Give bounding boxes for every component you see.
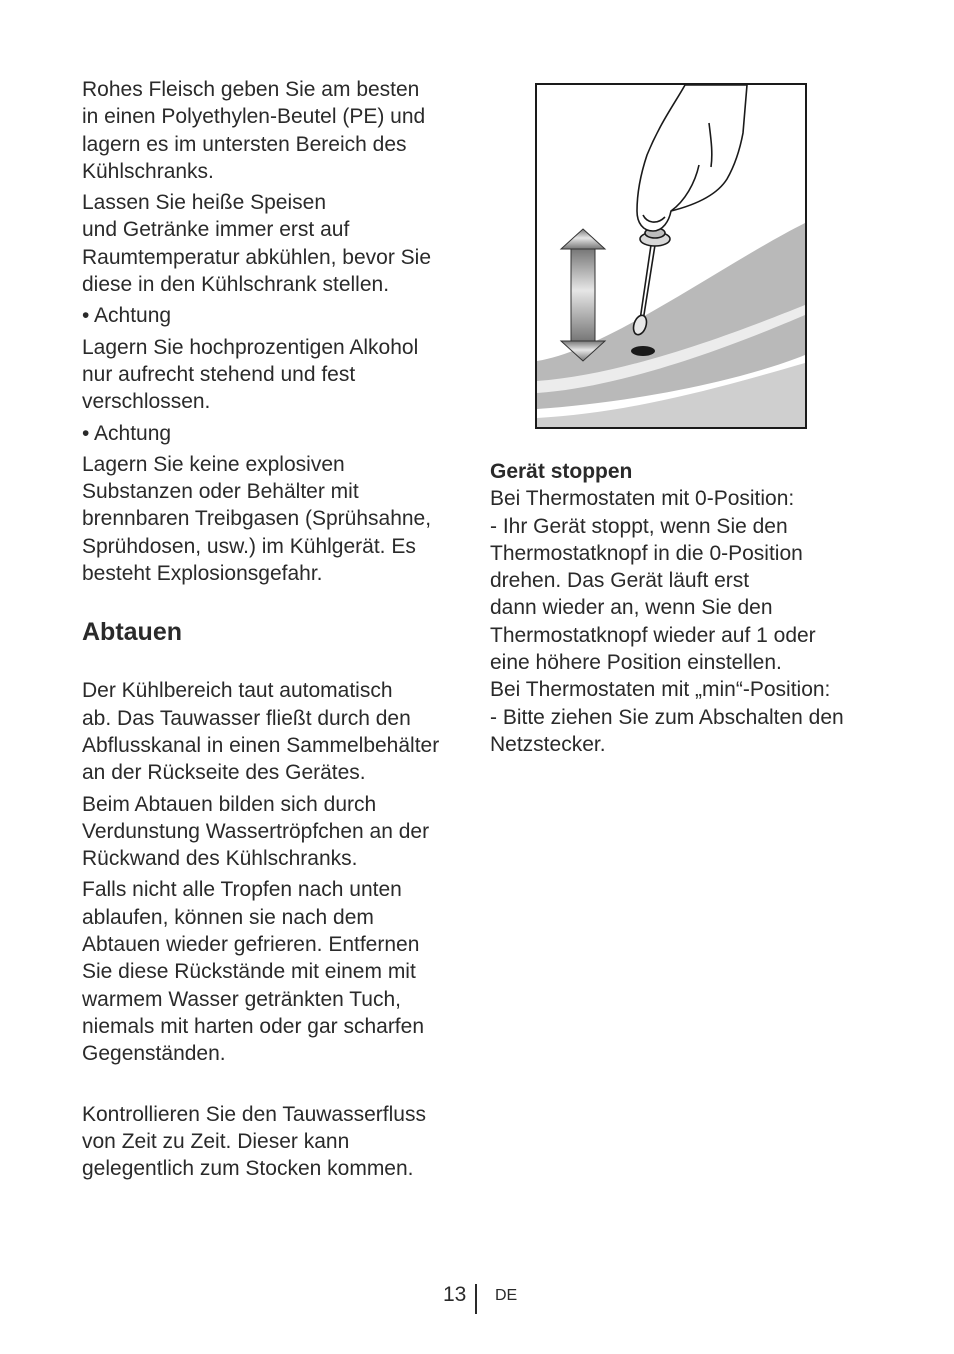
paragraph-explosives: Lagern Sie keine explosiven Substanzen oder Behälter mit brennbaren Treibgasen (Sprühsahne, Sprühdosen, usw.) im Kühlgerät. Es besteht Explosionsgefahr. xyxy=(82,452,432,586)
left-column xyxy=(82,76,460,1182)
footer-divider xyxy=(475,1284,477,1314)
heading-abtauen: Abtauen xyxy=(82,618,182,647)
page-number: 13 xyxy=(443,1283,467,1306)
drain-cleaning-illustration xyxy=(535,83,807,429)
paragraph-raw-meat: Rohes Fleisch geben Sie am besten in einen Polyethylen-Beutel (PE) und lagern es im untersten Bereich des Kühlschranks. xyxy=(82,78,426,183)
language-code: DE xyxy=(495,1287,518,1304)
paragraph-hot-food: Lassen Sie heiße Speisen und Getränke immer erst auf Raumtemperatur abkühlen, bevor Sie diese in den Kühlschrank stellen. xyxy=(82,191,432,297)
drain-hole xyxy=(631,346,655,356)
paragraph-droplets: Beim Abtauen bilden sich durch Verdunstung Wassertröpfchen an der Rückwand des Kühlschranks. xyxy=(82,792,430,871)
bullet-warning-2: • Achtung xyxy=(82,421,172,445)
paragraph-alcohol: Lagern Sie hochprozentigen Alkohol nur aufrecht stehend und fest verschlossen. xyxy=(82,335,419,414)
page-footer xyxy=(0,1280,954,1316)
right-column xyxy=(490,458,880,758)
paragraph-defrost-auto: Der Kühlbereich taut automatisch ab. Das Tauwasser fließt durch den Abflusskanal in einen Sammelbehälter an der Rückseite des Gerätes. xyxy=(82,679,440,785)
paragraph-check-drain: Kontrollieren Sie den Tauwasserfluss von Zeit zu Zeit. Dieser kann gelegentlich zum Stocken kommen. xyxy=(82,1102,426,1181)
bullet-warning-1: • Achtung xyxy=(82,304,172,328)
heading-geraet-stoppen: Gerät stoppen xyxy=(490,460,633,483)
paragraph-thermostat: Bei Thermostaten mit 0-Position: - Ihr Gerät stoppt, wenn Sie den Thermostatknopf in die 0-Position drehen. Das Gerät läuft erst dann wieder an, wenn Sie den Thermostatknopf wieder auf 1 oder eine höhere Position einstellen. Bei Thermostaten mit „min“-Position: - Bitte ziehen Sie zum Abschalten den Netzstecker. xyxy=(490,487,844,756)
paragraph-refreeze: Falls nicht alle Tropfen nach unten ablaufen, können sie nach dem Abtauen wieder gefrieren. Entfernen Sie diese Rückstände mit einem mit warmem Wasser getränkten Tuch, niemals mit harten oder gar scharfen Gegenständen. xyxy=(82,878,424,1066)
